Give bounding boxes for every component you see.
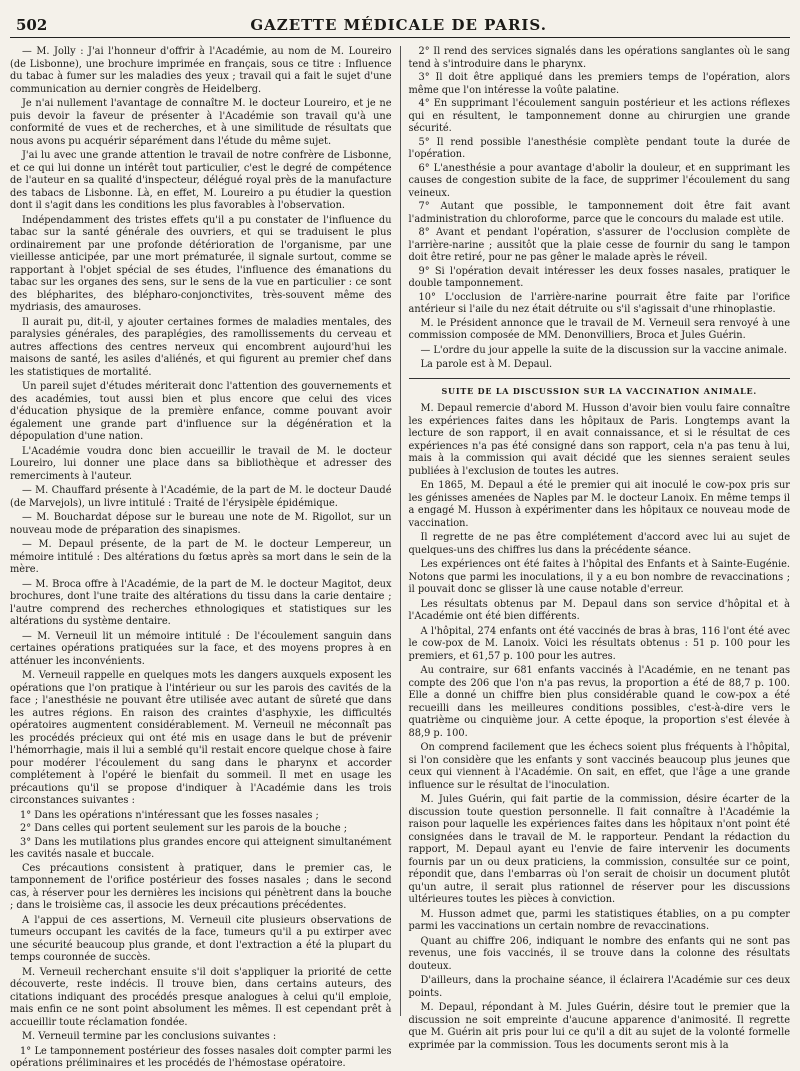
paragraph: A l'hôpital, 274 enfants ont été vaccinés de bras à bras, 116 l'ont été avec le cow-pox de M. Lanoix. Voici les résultats obtenus : 51 p. 100 pour les premiers, et 61,57 p. 100 pour les autres. (408, 625, 790, 662)
section-title: SUITE DE LA DISCUSSION SUR LA VACCINATION ANIMALE. (441, 385, 757, 396)
paragraph: — M. Broca offre à l'Académie, de la part de M. le docteur Magitot, deux brochures, dont l'une traite des altérations du tissu dans la carie dentaire ; l'autre comprend des recherches ethnologiques et statistiques sur les altérations du système dentaire. (10, 578, 392, 627)
paragraph: Les expériences ont été faites à l'hôpital des Enfants et à Sainte-Eugénie. Notons que parmi les inoculations, il y a eu bon nombre de revaccinations ; il pouvait donc se glisser là une cause notable d'erreur. (408, 559, 790, 595)
paragraph: Les résultats obtenus par M. Depaul dans son service d'hôpital et à l'Académie ont été bien différents. (408, 598, 790, 622)
numbered-conclusion: 3° Dans les mutilations plus grandes encore qui atteignent simultanément les cavités nasale et buccale. (10, 836, 392, 860)
paragraph: Il aurait pu, dit-il, y ajouter certaines formes de maladies mentales, des paralysies générales, des paraplégies, des ramollissements du cerveau et autres affections des centres nerveux qui encombrent aujourd'hui les maisons de santé, les asiles d'aliénés, et qui figurent au premier chef dans les statistiques de mortalité. (10, 316, 392, 378)
paragraph: M. Depaul, répondant à M. Jules Guérin, désire tout le premier que la discussion ne soit empreinte d'aucune apparence d'animosité. Il regrette que M. Guérin ait pris pour lui ce qu'il a dit au sujet de la volonté formelle exprimée par la commission. Tous les documents seront mis à la (408, 1002, 790, 1051)
numbered-conclusion: 3° Il doit être appliqué dans les premiers temps de l'opération, alors même que l'on intéresse la voûte palatine. (408, 72, 790, 96)
paragraph: D'ailleurs, dans la prochaine séance, il éclairera l'Académie sur ces deux points. (408, 975, 790, 999)
numbered-conclusion: 2° Dans celles qui portent seulement sur les parois de la bouche ; (20, 823, 348, 834)
paragraph: Au contraire, sur 681 enfants vaccinés à l'Académie, en ne tenant pas compte des 206 que l'on n'a pas revus, la proportion a été de 88,7 p. 100. Elle a donné un chiffre bien plus considérable quand le cow-pox a été recueilli dans les meilleures conditions possibles, c'est-à-dire vers le quatrième ou cinquième jour. A cette époque, la proportion s'est élevée à 88,9 p. 100. (408, 665, 790, 739)
paragraph: Quant au chiffre 206, indiquant le nombre des enfants qui ne sont pas revenus, une fois vaccinés, il se trouve dans la colonne des résultats douteux. (408, 935, 790, 972)
page-header (10, 8, 790, 38)
numbered-conclusion: 4° En supprimant l'écoulement sanguin postérieur et les actions réflexes qui en résultent, le tamponnement donne au chirurgien une grande sécurité. (408, 98, 790, 134)
right-column (401, 46, 791, 1051)
page-number: 502 (16, 16, 48, 34)
paragraph: Indépendamment des tristes effets qu'il a pu constater de l'influence du tabac sur la santé générale des ouvriers, et qui se traduisent le plus ordinairement par une profonde détérioration de l'organisme, par une vieillesse anticipée, par une mort prématurée, il signale surtout, comme se rapportant à l'objet spécial de ses études, l'influence des émanations du tabac sur les organes des sens, sur le sens de la vue en particulier : ce sont des blépharites, des blépharo-conjonctivites, très-souvent même des mydriasis, des amauroses. (10, 214, 392, 313)
paragraph: — M. Jolly : J'ai l'honneur d'offrir à l'Académie, au nom de M. Loureiro (de Lisbonne), une brochure imprimée en français, sous ce titre : Influence du tabac à fumer sur les maladies des yeux ; travail qui a fait le sujet d'une communication au dernier congrès de Heidelberg. (10, 46, 392, 95)
left-column (10, 46, 401, 1069)
paragraph: M. Verneuil rappelle en quelques mots les dangers auxquels exposent les opérations que l'on pratique à l'intérieur ou sur les parois des cavités de la face ; l'anesthésie ne pouvant être utilisée avec autant de sûreté que dans les autres régions. En raison des craintes d'asphyxie, les difficultés opératoires augmentent considérablement. M. Verneuil ne méconnaît pas les procédés précieux qui ont été mis en usage dans le but de prévenir l'hémorrhagie, mais il lui a semblé qu'il restait encore quelque chose à faire pour modérer l'écoulement du sang dans le pharynx et accorder complétement à l'opéré le bienfait du sommeil. Il met en usage les précautions qu'il se propose d'indiquer à l'Académie dans les trois circonstances suivantes : (10, 670, 392, 806)
paragraph: M. Verneuil recherchant ensuite s'il doit s'appliquer la priorité de cette découverte, reste indécis. Il trouve bien, dans certains auteurs, des citations indiquant des procédés presque analogues à celui qu'il emploie, mais enfin ce ne sont point absolument les mêmes. Il est cependant prêt à accueillir toute réclamation fondée. (10, 966, 392, 1028)
paragraph: M. Jules Guérin, qui fait partie de la commission, désire écarter de la discussion toute question personnelle. Il fait connaître à l'Académie la raison pour laquelle les expériences faites dans les hôpitaux n'ont point été consignées dans le travail de M. le rapporteur. Pendant la rédaction du rapport, M. Depaul ayant eu l'envie de faire intervenir les documents fournis par un ou deux praticiens, la commission, consultée sur ce point, répondit que, dans l'embarras où l'on serait de choisir un document plutôt qu'un autre, il serait plus rationnel de réserver pour les discussions ultérieures toutes les pièces à conviction. (408, 794, 790, 905)
numbered-conclusion: 8° Avant et pendant l'opération, s'assurer de l'occlusion complète de l'arrière-narine ; aussitôt que la plaie cesse de fournir du sang le tampon doit être retiré, pour ne pas gêner le malade après le réveil. (408, 227, 790, 263)
paragraph: A l'appui de ces assertions, M. Verneuil cite plusieurs observations de tumeurs occupant les cavités de la face, tumeurs qu'il a pu extirper avec une sécurité beaucoup plus grande, et dont l'extraction a été la plupart du temps couronnée de succès. (10, 914, 392, 963)
paragraph: J'ai lu avec une grande attention le travail de notre confrère de Lisbonne, et ce qui lui donne un intérêt tout particulier, c'est le degré de compétence de l'auteur en sa qualité d'inspecteur, délégué royal près de la manufacture des tabacs de Lisbonne. Là, en effet, M. Loureiro a pu étudier la question dont il s'agit dans les conditions les plus favorables à l'observation. (10, 150, 392, 211)
numbered-conclusion: 1° Dans les opérations n'intéressant que les fosses nasales ; (20, 809, 319, 821)
section-divider (409, 378, 791, 379)
text-columns (10, 46, 790, 1069)
numbered-conclusion: 6° L'anesthésie a pour avantage d'abolir la douleur, et en supprimant les causes de congestion subite de la face, de supprimer l'écoulement du sang veineux. (408, 162, 790, 199)
numbered-conclusion: 7° Autant que possible, le tamponnement doit être fait avant l'administration du chloroforme, parce que le concours du malade est utile. (408, 201, 790, 225)
paragraph: M. Verneuil termine par les conclusions suivantes : (22, 1031, 277, 1042)
paragraph: Il regrette de ne pas être complétement d'accord avec lui au sujet de quelques-uns des chiffres lus dans la précédente séance. (408, 532, 790, 556)
numbered-conclusion: 5° Il rend possible l'anesthésie complète pendant toute la durée de l'opération. (408, 136, 790, 160)
numbered-conclusion: 9° Si l'opération devait intéresser les deux fosses nasales, pratiquer le double tamponnement. (408, 265, 790, 289)
paragraph: Un pareil sujet d'études mériterait donc l'attention des gouvernements et des académies, tout aussi bien et plus encore que celui des vices d'éducation physique de la première enfance, comme pouvant avoir également une grande part d'influence sur la dégénération et la dépopulation d'une nation. (10, 381, 392, 442)
paragraph: La parole est à M. Depaul. (420, 359, 553, 370)
paragraph: — M. Bouchardat dépose sur le bureau une note de M. Rigollot, sur un nouveau mode de préparation des sinapismes. (10, 512, 392, 536)
paragraph: M. le Président annonce que le travail de M. Verneuil sera renvoyé à une commission composée de MM. Denonvilliers, Broca et Jules Guérin. (408, 317, 790, 341)
paragraph: M. Depaul remercie d'abord M. Husson d'avoir bien voulu faire connaître les expériences faites dans les hôpitaux de Paris. Longtemps avant la lecture de son rapport, il en avait connaissance, et si le résultat de ces expériences n'a pas été consigné dans son rapport, cela n'a pas tenu à lui, mais à la commission qui avait décidé que les siennes seraient seules publiées à l'exclusion de toutes les autres. (408, 403, 790, 477)
paragraph: M. Husson admet que, parmi les statistiques établies, on a pu compter parmi les vaccinations un certain nombre de revaccinations. (408, 908, 790, 932)
paragraph: On comprend facilement que les échecs soient plus fréquents à l'hôpital, si l'on considère que les enfants y sont vaccinés beaucoup plus jeunes que ceux qui viennent à l'Académie. On sait, en effet, que l'âge a une grande influence sur le résultat de l'inoculation. (408, 742, 790, 791)
journal-title: GAZETTE MÉDICALE DE PARIS. (250, 16, 547, 34)
paragraph: — L'ordre du jour appelle la suite de la discussion sur la vaccine animale. (420, 344, 787, 356)
numbered-conclusion: 1° Le tamponnement postérieur des fosses nasales doit compter parmi les opérations préliminaires et les procédés de l'hémostase opératoire. (10, 1045, 392, 1069)
paragraph: Ces précautions consistent à pratiquer, dans le premier cas, le tamponnement de l'orifice postérieur des fosses nasales ; dans le second cas, à réserver pour les dernières les incisions qui pénètrent dans la bouche ; dans le troisième cas, il associe les deux précautions précédentes. (10, 862, 392, 911)
paragraph: En 1865, M. Depaul a été le premier qui ait inoculé le cow-pox pris sur les génisses amenées de Naples par M. le docteur Lanoix. En même temps il a engagé M. Husson à expérimenter dans les hôpitaux ce nouveau mode de vaccination. (408, 480, 790, 529)
numbered-conclusion: 2° Il rend des services signalés dans les opérations sanglantes où le sang tend à s'introduire dans le pharynx. (408, 46, 790, 70)
paragraph: — M. Verneuil lit un mémoire intitulé : De l'écoulement sanguin dans certaines opérations pratiquées sur la face, et des moyens propres à en atténuer les inconvénients. (10, 630, 392, 667)
paragraph: L'Académie voudra donc bien accueillir le travail de M. le docteur Loureiro, lui donner une place dans sa bibliothèque et adresser des remerciments à l'auteur. (10, 445, 392, 482)
paragraph: — M. Chauffard présente à l'Académie, de la part de M. le docteur Daudé (de Marvejols), un livre intitulé : Traité de l'érysipèle épidémique. (10, 485, 392, 509)
paragraph: Je n'ai nullement l'avantage de connaître M. le docteur Loureiro, et je ne puis devoir la faveur de présenter à l'Académie son travail qu'à une conformité de vues et de recherches, et à une similitude de résultats que nous avons pu acquérir séparément dans l'étude du même sujet. (10, 98, 392, 147)
numbered-conclusion: 10° L'occlusion de l'arrière-narine pourrait être faite par l'orifice antérieur si l'aile du nez était détruite ou s'il s'agissait d'une rhinoplastie. (408, 291, 790, 315)
paragraph: — M. Depaul présente, de la part de M. le docteur Lempereur, un mémoire intitulé : Des altérations du fœtus après sa mort dans le sein de la mère. (10, 539, 392, 575)
